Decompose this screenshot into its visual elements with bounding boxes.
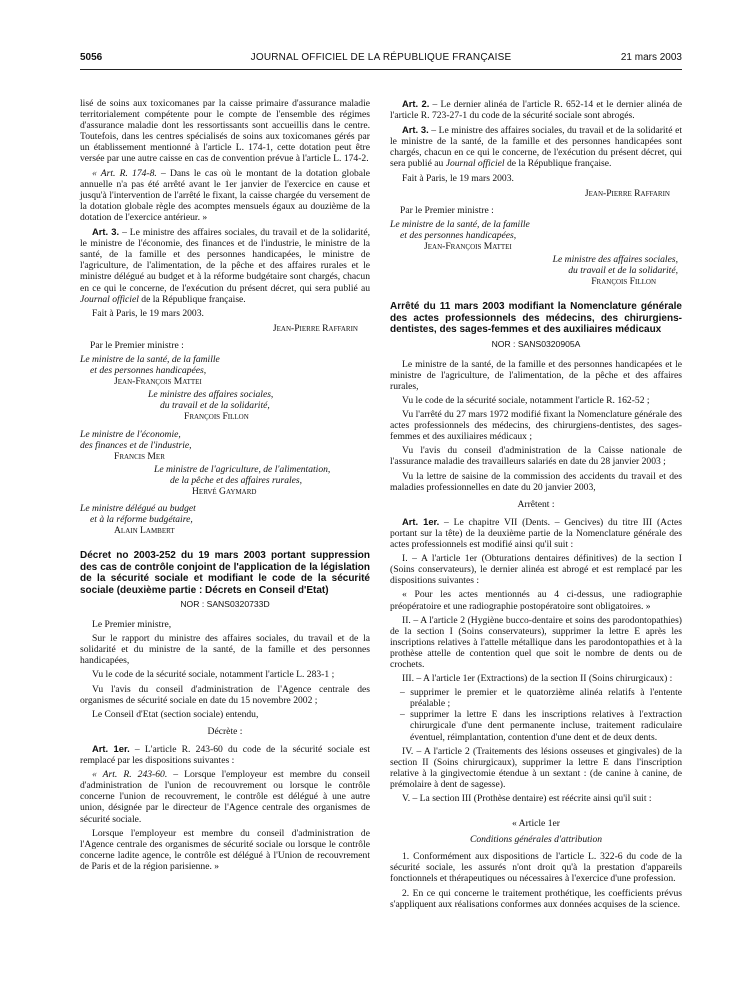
par-premier-ministre: Par le Premier ministre : bbox=[90, 339, 184, 351]
paragraph-text: de la République française. bbox=[504, 158, 612, 170]
paragraph-text: – Le ministre des affaires sociales, du travail et de la solidarité et le ministre de la santé, de la famille et des personnes handicapées sont chargés, chacun en ce qui le concerne, de l'exécution du présent décret, qui sera publié au bbox=[390, 125, 682, 170]
paragraph: II. – A l'article 2 (Hygiène bucco-dentaire et soins des parodontopathies) de la section I (Soins conservateurs), supprimer la lettre E après les inscriptions relatives à l'attelle métallique dans les parodontopathies et à la prothèse attelle de contention quel que soit le nombre de dents ou de crochets. bbox=[390, 614, 682, 670]
header-rule bbox=[80, 69, 682, 70]
journal-ref: Journal officiel bbox=[80, 293, 139, 305]
issue-date: 21 mars 2003 bbox=[620, 52, 682, 63]
journal-title: JOURNAL OFFICIEL DE LA RÉPUBLIQUE FRANÇAISE bbox=[250, 52, 512, 63]
article-label: Art. 3. bbox=[402, 124, 429, 136]
minister-title: Le ministre de la santé, de la famille bbox=[80, 353, 220, 365]
list-item: – supprimer la lettre E dans les inscriptions relatives à l'extraction chirurgicale d'une dent permanente incluse, traitement radiculaire éventuel, réimplantation, contention d'une dent et de deux dents. bbox=[400, 709, 682, 743]
decret-title: Décret no 2003-252 du 19 mars 2003 portant suppression des cas de contrôle conjoint de l'application de la législation de la sécurité sociale et modifiant le code de la sécurité sociale (deuxième partie : Décrets en Conseil d'Etat) bbox=[80, 550, 370, 596]
minister-name: Francis Mer bbox=[114, 450, 165, 462]
paragraph-text: – L'article R. 243-60 du code de la sécurité sociale est remplacé par les dispositions suivantes : bbox=[80, 743, 370, 767]
section-heading: Conditions générales d'attribution bbox=[469, 834, 603, 846]
minister-name: François Fillon bbox=[591, 276, 656, 288]
article-heading: « Article 1er bbox=[512, 818, 560, 830]
paragraph: I. – A l'article 1er (Obturations dentaires définitives) de la section I (Soins conservateurs), le dernier alinéa est abrogé et est remplacé par les dispositions suivantes : bbox=[390, 553, 682, 587]
paragraph bbox=[390, 516, 682, 550]
paragraph: Lorsque l'employeur est membre du conseil d'administration de l'Agence centrale des organismes de sécurité sociale ou lorsque le contrôle concerne ladite agence, le contrôle est délégué à l'Union de recouvrement de Paris et de la région parisienne. » bbox=[80, 827, 370, 872]
minister-name: Jean-François Mattei bbox=[424, 241, 512, 253]
article-ref: « Art. R. 174-8. bbox=[92, 167, 157, 179]
article-label: Art. 1er. bbox=[402, 515, 440, 527]
article-label: Art. 3. bbox=[92, 226, 120, 238]
paragraph: 2. En ce qui concerne le traitement prothétique, les coefficients prévus s'appliquent aux réalisations conformes aux données acquises de la science. bbox=[390, 887, 682, 910]
fait-line: Fait à Paris, le 19 mars 2003. bbox=[92, 307, 204, 319]
minister-name: Jean-François Mattei bbox=[114, 376, 202, 388]
minister-title: des finances et de l'industrie, bbox=[80, 439, 192, 451]
signature-pm: Jean-Pierre Raffarin bbox=[272, 322, 358, 334]
arrete-title: Arrêté du 11 mars 2003 modifiant la Nomenclature générale des actes professionnels des médecins, des chirurgiens-dentistes, des sages-femmes et des auxiliaires médicaux bbox=[390, 301, 682, 336]
minister-title: du travail et de la solidarité, bbox=[568, 265, 678, 277]
paragraph bbox=[80, 769, 370, 824]
paragraph-text: – Le dernier alinéa de l'article R. 652-14 et le dernier alinéa de l'article R. 723-27-1 du code de la sécurité sociale sont abrogés. bbox=[390, 99, 682, 122]
minister-title: et des personnes handicapées, bbox=[90, 365, 207, 377]
par-premier-ministre: Par le Premier ministre : bbox=[400, 204, 494, 216]
paragraph-text: – Dans le cas où le montant de la dotation globale annuelle n'a pas été arrêté avant le 1er janvier de l'exercice en cause et jusqu'à l'intervention de l'arrêté le fixant, la caisse chargée du versement de la dotation globale règle des acomptes mensuels égaux au douzième de la dotation de l'exercice antérieur. » bbox=[80, 167, 370, 223]
minister-title: Le ministre des affaires sociales, bbox=[552, 254, 678, 266]
journal-ref: Journal officiel bbox=[445, 158, 505, 170]
list-item: – supprimer le premier et le quatorzième alinéa relatifs à l'entente préalable ; bbox=[400, 687, 682, 710]
arretent: Arrêtent : bbox=[517, 498, 555, 510]
paragraph: Le ministre de la santé, de la famille et des personnes handicapées et le ministre de l'agriculture, de l'alimentation, de la pêche et des affaires rurales, bbox=[390, 358, 682, 392]
article-label: Art. 1er. bbox=[92, 742, 130, 754]
paragraph bbox=[390, 124, 682, 169]
paragraph: Vu le code de la sécurité sociale, notamment l'article R. 162-52 ; bbox=[402, 395, 650, 406]
paragraph: Le Conseil d'Etat (section sociale) entendu, bbox=[92, 708, 259, 720]
minister-name: Alain Lambert bbox=[114, 525, 175, 537]
paragraph: Sur le rapport du ministre des affaires sociales, du travail et de la solidarité et du ministre de la santé, de la famille et des personnes handicapées, bbox=[80, 633, 370, 667]
right-column bbox=[390, 98, 682, 913]
fait-line: Fait à Paris, le 19 mars 2003. bbox=[402, 172, 514, 184]
minister-title: et à la réforme budgétaire, bbox=[90, 514, 193, 526]
minister-title: et des personnes handicapées, bbox=[400, 229, 517, 241]
minister-name: Hervé Gaymard bbox=[192, 486, 257, 497]
paragraph: Vu l'arrêté du 27 mars 1972 modifié fixant la Nomenclature générale des actes professionnels des médecins, des chirurgiens-dentistes, des sages-femmes et des auxiliaires médicaux ; bbox=[390, 409, 682, 443]
paragraph: III. – A l'article 1er (Extractions) de la section II (Soins chirurgicaux) : bbox=[402, 673, 673, 685]
paragraph-text: – Lorsque l'employeur est membre du conseil d'administration de l'union de recouvrement ou lorsque le contrôle concerne l'union de recouvrement, le contrôle est délégué à une autre union, désignée par le directeur de l'Agence centrale des organismes de sécurité sociale. bbox=[80, 769, 370, 825]
minister-title: Le ministre de l'agriculture, de l'alimentation, bbox=[154, 463, 331, 475]
nor-reference: NOR : SANS0320905A bbox=[491, 338, 581, 349]
article-label: Art. 2. bbox=[402, 98, 430, 109]
paragraph-text: – Le ministre des affaires sociales, du travail et de la solidarité, le ministre de l'économie, des finances et de l'industrie, le ministre de la santé, de la famille et des personnes handicapées, le ministre de l'agriculture, de l'alimentation, de la pêche et des affaires rurales et le ministre délégué au budget et à la réforme budgétaire sont chargés, chacun en ce qui le concerne, de l'exécution du présent décret, qui sera publié au bbox=[80, 227, 370, 294]
paragraph: Vu l'avis du conseil d'administration de l'Agence centrale des organismes de sécurité sociale en date du 15 novembre 2002 ; bbox=[80, 683, 370, 706]
paragraph bbox=[80, 226, 370, 305]
paragraph: « Pour les actes mentionnés au 4 ci-dessus, une radiographie préopératoire et une radiographie postopératoire sont obligatoires. » bbox=[390, 589, 682, 612]
left-column bbox=[80, 98, 370, 875]
nor-reference: NOR : SANS0320733D bbox=[180, 599, 270, 609]
paragraph: V. – La section III (Prothèse dentaire) est réécrite ainsi qu'il suit : bbox=[402, 793, 652, 804]
paragraph bbox=[390, 98, 682, 121]
paragraph: 1. Conformément aux dispositions de l'article L. 322-6 du code de la sécurité sociale, les assurés n'ont droit qu'à la prestation d'appareils fonctionnels et thérapeutiques ou nécessaires à l'exercice d'une profession. bbox=[390, 851, 682, 885]
paragraph: IV. – A l'article 2 (Traitements des lésions osseuses et gingivales) de la section II (Soins chirurgicaux), supprimer la lettre E dans l'inscription relative à la gingivectomie étendue à un sextant : (de canine à canine, de prémolaire à dent de sagesse). bbox=[390, 745, 682, 790]
paragraph: Vu le code de la sécurité sociale, notamment l'article L. 283-1 ; bbox=[92, 669, 335, 681]
page-number: 5056 bbox=[80, 52, 103, 63]
minister-title: de la pêche et des affaires rurales, bbox=[170, 474, 303, 486]
minister-title: Le ministre délégué au budget bbox=[80, 503, 196, 515]
paragraph-text: – Le chapitre VII (Dents. – Gencives) du titre III (Actes portant sur la tête) de la deuxième partie de la Nomenclature générale des actes professionnels est modifié ainsi qu'il suit : bbox=[390, 516, 682, 551]
page-header bbox=[80, 52, 682, 66]
paragraph bbox=[80, 168, 370, 223]
signature-pm: Jean-Pierre Raffarin bbox=[584, 187, 670, 199]
minister-title: Le ministre de la santé, de la famille bbox=[390, 218, 530, 230]
paragraph-text: de la République française. bbox=[138, 293, 246, 305]
minister-name: François Fillon bbox=[184, 411, 249, 423]
paragraph: lisé de soins aux toxicomanes par la caisse primaire d'assurance maladie territorialement compétente pour le compte de l'ensemble des régimes d'assurance maladie dont les ressortissants sont accueillis dans le centre. Toutefois, dans les centres spécialisés de soins aux toxicomanes gérés par un établissement mentionné à l'article L. 174-1, cette dotation peut être versée par une autre caisse en cas de convention prévue à l'article L. 174-2. bbox=[80, 98, 370, 165]
minister-title: Le ministre de l'économie, bbox=[80, 428, 181, 440]
paragraph: Vu l'avis du conseil d'administration de la Caisse nationale de l'assurance maladie des travailleurs salariés en date du 28 janvier 2003 ; bbox=[390, 445, 682, 468]
paragraph: Le Premier ministre, bbox=[92, 619, 172, 631]
article-ref: « Art. R. 243-60. bbox=[92, 769, 168, 781]
paragraph: Vu la lettre de saisine de la commission des accidents du travail et des maladies professionnelles en date du 20 janvier 2003, bbox=[390, 470, 682, 493]
minister-title: Le ministre des affaires sociales, bbox=[148, 389, 274, 401]
minister-title: du travail et de la solidarité, bbox=[160, 400, 270, 412]
paragraph bbox=[80, 743, 370, 766]
decrete: Décrète : bbox=[207, 725, 243, 737]
